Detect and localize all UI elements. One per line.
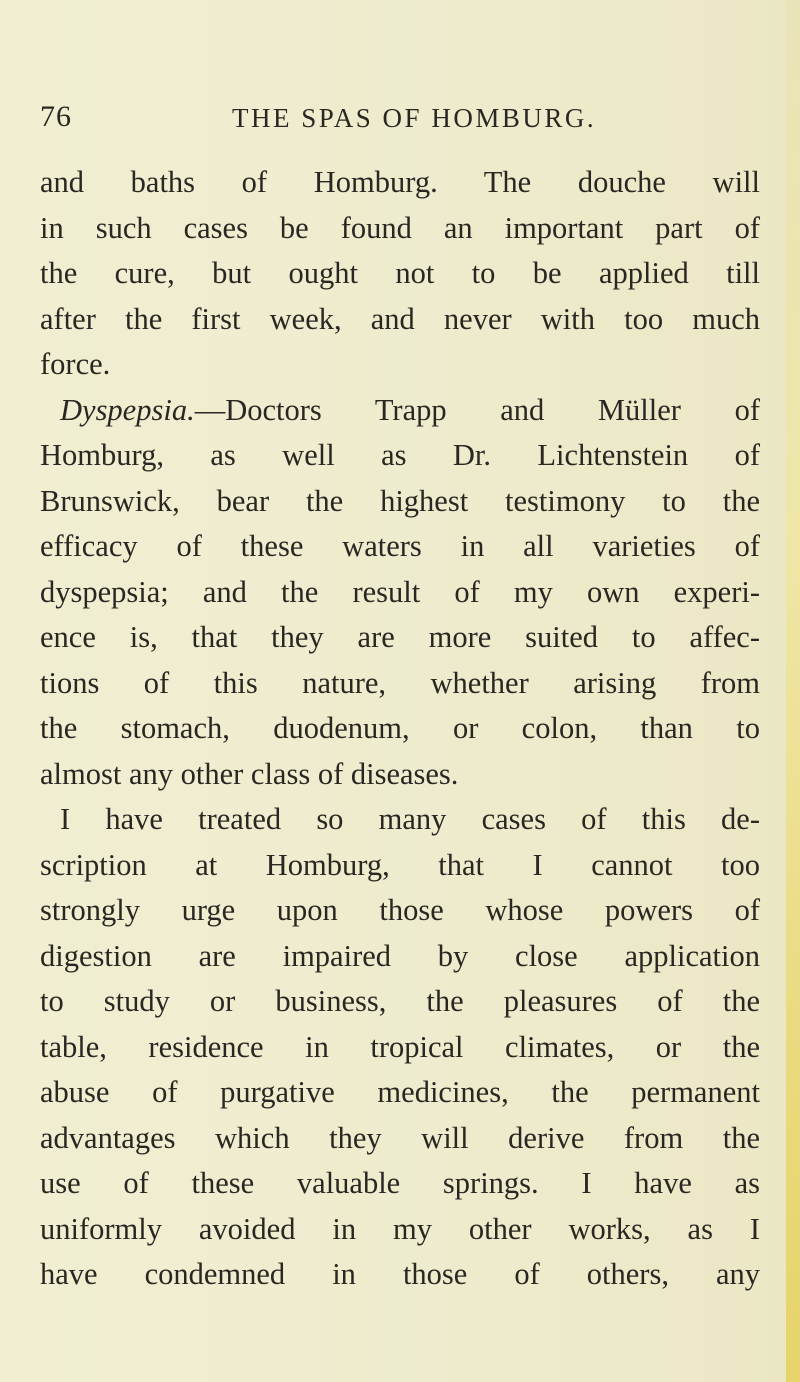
- text-line: abuse of purgative medicines, the permanent: [40, 1075, 760, 1109]
- body-text: [40, 160, 760, 1298]
- text-line: efficacy of these waters in all varieties of: [40, 529, 760, 563]
- page-edge: [786, 0, 800, 1382]
- text-line: use of these valuable springs. I have as: [40, 1166, 760, 1200]
- homburg-line-end: Dr. Lichtenstein of: [452, 438, 760, 472]
- text-line: the stomach, duodenum, or colon, than to: [40, 711, 760, 745]
- text-line: dyspepsia; and the result of my own experi-: [40, 574, 760, 609]
- text-line: Brunswick, bear the highest testimony to the: [40, 483, 760, 518]
- text-line: ence is, that they are more suited to affec-: [40, 620, 760, 654]
- text-line-homburg: [40, 433, 760, 479]
- text-line: strongly urge upon those whose powers of: [40, 893, 760, 927]
- text-line: almost any other class of diseases.: [40, 756, 459, 791]
- text-line: tions of this nature, whether arising from: [40, 665, 760, 700]
- text-line: to study or business, the pleasures of the: [40, 984, 760, 1018]
- text-line: in such cases be found an important part of: [40, 210, 760, 245]
- text-line: table, residence in tropical climates, or the: [40, 1029, 760, 1064]
- page-number: 76: [40, 100, 72, 133]
- text-line: uniformly avoided in my other works, as I: [40, 1211, 760, 1246]
- text-line: after the first week, and never with too much: [40, 301, 760, 336]
- dyspepsia-heading-rest: —Doctors Trapp and Müller of: [194, 392, 760, 427]
- paragraph-dyspepsia-first-line: [40, 388, 760, 434]
- homburg-line-start: Homburg, as well as: [40, 438, 453, 472]
- running-head: THE SPAS OF HOMBURG.: [232, 103, 597, 133]
- dyspepsia-heading: Dyspepsia.: [60, 392, 195, 427]
- text-line: scription at Homburg, that I cannot too: [40, 847, 760, 882]
- text-line: I have treated so many cases of this de-: [60, 802, 760, 836]
- text-line: force.: [40, 347, 111, 381]
- text-line: the cure, but ought not to be applied till: [40, 256, 760, 290]
- text-line: digestion are impaired by close application: [40, 938, 760, 973]
- text-line: advantages which they will derive from the: [40, 1120, 760, 1155]
- text-line: have condemned in those of others, any: [40, 1257, 760, 1291]
- text-line: and baths of Homburg. The douche will: [40, 165, 760, 199]
- page-header: [40, 100, 800, 140]
